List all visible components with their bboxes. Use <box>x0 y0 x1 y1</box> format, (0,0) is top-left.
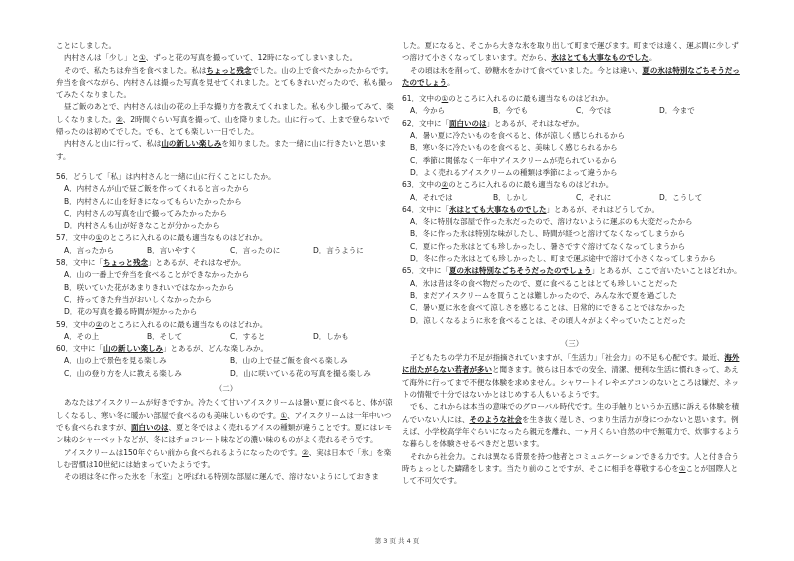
option: D．こうして <box>659 192 703 202</box>
underlined-phrase: ちょっと残念 <box>206 65 252 75</box>
question-62: 62．文中に「面白いのは」とあるが、それはなぜか。 <box>402 118 585 128</box>
passage3-paragraph: 子どもたちの学力不足が指摘されていますが、「生活力」「社会力」の不足も心配です。最近、海外に出たがらない若者が多いと聞きます。彼らは日本での安全、清潔、便利な生活に慣れきって、あえて海外に行ってまで不便な体験を求めません。シャワートイレやエアコンのないところは嫌だ、ネットの情報で十分ではないかとはじめする人もいるようです。 <box>402 353 740 400</box>
option: D．冬に作った氷はとても珍しかったし、町まで運ぶ途中で溶けて小さくなってしまうから <box>410 254 716 264</box>
option: C．内村さんの写真を山で撮ってみたかったから <box>64 208 227 218</box>
option: A．氷は昔は冬の食べ物だったので、夏に食べることはとても珍しいことだった <box>410 278 678 288</box>
option: D．涼しくなるように氷を食べることは、その頃人々がよくやっていたことだった <box>410 315 686 325</box>
question-63: 63．文中の②のところに入れるのに最も適当なものはどれか。 <box>402 180 614 190</box>
option: A．その上 <box>64 331 100 341</box>
passage3-paragraph: でも、これからは本当の意味でのグローバル時代です。生の手触りというか五感に訴える体験を積んでいない人には、そのような社会を生き抜く逞しさ、つまり生活力が身につかないと思います。例えば、小学校高学年ぐらいになったら親元を離れ、一ヶ月くらい自然の中で無電力で、炊事するような暮らしを体験させるべきだと思います。 <box>402 402 740 449</box>
left-column <box>56 40 396 483</box>
question-60: 60．文中に「山の新しい楽しみ」とあるが、どんな楽しみか。 <box>56 344 269 354</box>
question-65: 65．文中に「夏の氷は特別なごちそうだったのでしょう」とあるが、ここで言いたいことはどれか。 <box>402 266 742 276</box>
option: D．花の写真を撮る時間が短かったから <box>64 307 198 317</box>
options-row <box>56 368 396 380</box>
options-row <box>56 355 396 367</box>
passage2-paragraph: その頃は氷を削って、砂糖水をかけて食べていました。今とは違い、夏の氷は特別なごちそうだったのでしょう。 <box>402 65 740 87</box>
passage1-paragraph: 内村さんと山に行って、私は山の新しい楽しみを知りました。また一緒に山に行きたいと思います。 <box>56 139 387 161</box>
passage1-paragraph: 昼ご飯のあとで、内村さんは山の花の上手な撮り方を教えてくれました。私も少し撮ってみて、楽しくなりました。②、2時間ぐらい写真を撮って、山を降りました。山に行って、上まで登らないで帰ったのは初めてでした。でも、とても楽しい一日でした。 <box>56 102 394 137</box>
option: B．まだアイスクリームを買うことは難しかったので、みんな氷で夏を過ごした <box>410 290 677 300</box>
option: B．冬に作った氷は特別な味がしたし、時間が経つと溶けてなくなってしまうから <box>410 229 686 239</box>
option: C．季節に関係なく一年中アイスクリームが売られているから <box>410 155 617 165</box>
passage2-paragraph: あなたはアイスクリームが好きですか。冷たくて甘いアイスクリームは暑い夏に食べると、体が涼しくなるし、寒い冬に暖かい部屋で食べるのも美味しいものです。①、アイスクリームは一年中いつでも食べられますが、面白いのは、夏と冬ではよく売れるアイスの種類が違うことです。夏にはレモン味のシャーベットなどが、冬にはチョコレート味などの濃い味のものがよく売れるそうです。 <box>56 398 393 445</box>
option: D．内村さんも山が好きなことが分かったから <box>64 221 220 231</box>
passage1-line: ことにしました。 <box>56 41 116 50</box>
passage2-paragraph: した。夏になると、そこから大きな氷を取り出して町まで運びます。町までは遠く、運ぶ間に少しずつ溶けて小さくなってしまいます。だから、氷はとても大事なものでした。 <box>402 41 739 63</box>
blank-2: ② <box>116 114 123 124</box>
right-column <box>402 40 742 487</box>
option: A．冬に特別な部屋で作った氷だったので、溶けないように運ぶのも大変だったから <box>410 217 693 227</box>
passage1-paragraph: 内村さんは「少し」と①、ずっと花の写真を撮っていて、12時になってしまいました。 <box>64 53 358 63</box>
blank-1: ① <box>139 53 146 63</box>
option: A．暑い夏に冷たいものを食べると、体が涼しく感じられるから <box>410 131 626 141</box>
option: C．言ったのに <box>230 245 281 255</box>
option: C．それに <box>576 192 612 202</box>
underlined-phrase: 山の新しい楽しみ <box>161 139 222 149</box>
option: B．咲いていた花があまりきれいではなかったから <box>64 282 235 292</box>
question-58: 58．文中に「ちょっと残念」とあるが、それはなぜか。 <box>56 258 246 268</box>
options-row <box>56 331 396 343</box>
passage1-paragraph: そので、私たちは弁当を食べました。私はちょっと残念でした。山の上で食べたかったからです。弁当を食べながら、内村さんは撮った写真を見せてくれました。とてもきれいだったので、私も撮ってみたくなりました。 <box>56 65 394 100</box>
passage3-paragraph: それから社会力。これは異なる背景を持つ他者とコミュニケーションできる力です。人と付き合う時ちょっとした躊躇をします。当たり前のことですが、そこに相手を尊敬する心を①ことが国際人として不可欠です。 <box>402 451 739 486</box>
section-heading: （三） <box>560 338 584 348</box>
option: C．山の登り方を人に教える楽しみ <box>64 368 182 378</box>
option: A．今から <box>410 106 446 116</box>
option: B．しかし <box>493 192 529 202</box>
option: A．言ったから <box>64 245 115 255</box>
option: C．持ってきた弁当がおいしくなかったから <box>64 294 212 304</box>
option: A．山の上で景色を見る楽しみ <box>64 356 167 366</box>
option: A．山の一番上で弁当を食べることができなかったから <box>64 270 250 280</box>
option: B．山の上で昼ご飯を食べる楽しみ <box>230 356 348 366</box>
question-57: 57．文中の①のところに入れるのに最も適当なものはどれか。 <box>56 233 268 243</box>
page-footer: 第 3 页 共 4 页 <box>374 537 420 545</box>
option: D．山に咲いている花の写真を撮る楽しみ <box>230 368 371 378</box>
option: C．夏に作った氷はとても珍しかったし、暑さですぐ溶けてなくなってしまうから <box>410 241 686 251</box>
option: B．今でも <box>493 106 529 116</box>
options-row <box>56 245 396 257</box>
option: B．寒い冬に冷たいものを食べると、美味しく感じられるから <box>410 143 618 153</box>
options-row <box>402 105 742 117</box>
option: C．暑い夏に氷を食べて涼しさを感じることは、日常的にできることではなかった <box>410 303 686 313</box>
option: B．そして <box>147 331 183 341</box>
question-59: 59．文中の②のところに入れるのに最も適当なものはどれか。 <box>56 319 268 329</box>
option: A．内村さんが山で昼ご飯を作ってくれると言ったから <box>64 184 250 194</box>
option: C．今では <box>576 106 612 116</box>
question-64: 64．文中に「氷はとても大事なものでした」とあるが、それはどうしてか。 <box>402 204 660 214</box>
option: D．今まで <box>659 106 695 116</box>
option: D．よく売れるアイスクリームの種類は季節によって違うから <box>410 167 618 177</box>
options-row <box>402 192 742 204</box>
option: C．すると <box>230 331 266 341</box>
question-61: 61．文中の①のところに入れるのに最も適当なものはどれか。 <box>402 94 614 104</box>
option: D．言うように <box>313 245 364 255</box>
section-heading: （二） <box>214 384 238 394</box>
option: B．内村さんに山を好きになってもらいたかったから <box>64 196 242 206</box>
option: D．しかも <box>313 331 349 341</box>
option: B．言いやすく <box>147 245 198 255</box>
passage2-paragraph: アイスクリームは150年ぐらい前から食べられるようになったのです。②、実は日本で「氷」を楽しむ習慣は10世紀には始まっていたようです。 <box>56 447 392 469</box>
passage2-paragraph: その頃は冬に作った氷を「氷室」と呼ばれる特別な部屋に運んで、溶けないようにしておきま <box>64 472 379 482</box>
option: A．それでは <box>410 192 453 202</box>
question-56: 56．どうして「私」は内村さんと一緒に山に行くことにしたか。 <box>56 171 276 181</box>
